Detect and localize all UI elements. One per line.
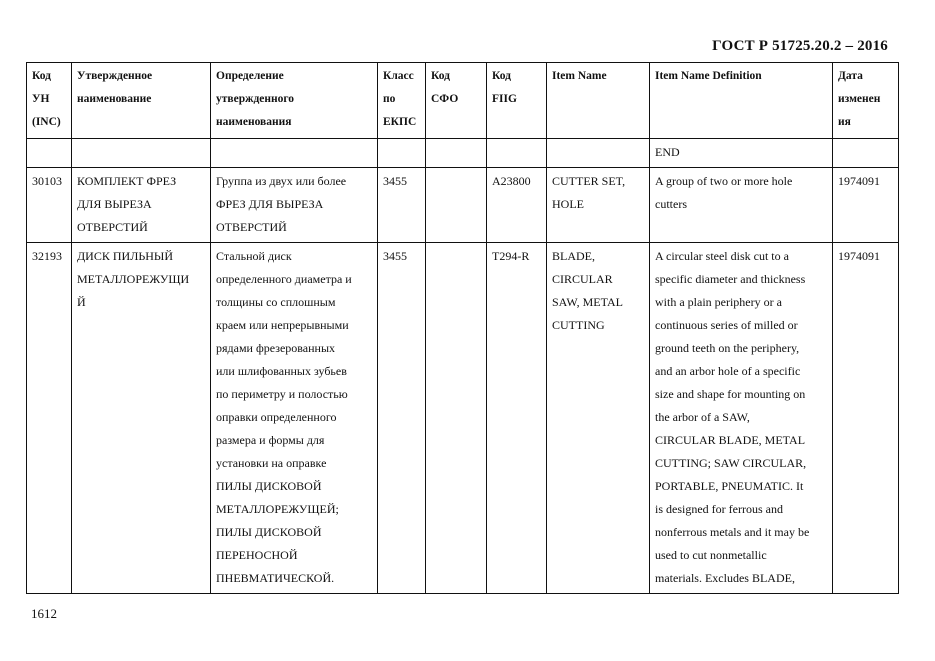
- table-row: [27, 168, 899, 243]
- ekps-class-cell: 3455: [378, 168, 426, 243]
- col-header-sfo-code: Код СФО: [426, 63, 487, 139]
- approved-name-cell: ДИСК ПИЛЬНЫЙ МЕТАЛЛОРЕЖУЩИ Й: [72, 243, 211, 594]
- header-row: [27, 63, 899, 139]
- definition-cell: Стальной диск определенного диаметра и толщины со сплошным краем или непрерывными рядами фрезерованных или шлифованных зубьев по периметру и полостью оправки определенного размера и формы для установки на оправке ПИЛЫ ДИСКОВОЙ МЕТАЛЛОРЕЖУЩЕЙ; ПИЛЫ ДИСКОВОЙ ПЕРЕНОСНОЙ ПНЕВМАТИЧЕСКОЙ.: [211, 243, 378, 594]
- col-header-approved-name: Утвержденное наименование: [72, 63, 211, 139]
- table-cell: [378, 139, 426, 168]
- table-row: [27, 243, 899, 594]
- col-header-item-name: Item Name: [547, 63, 650, 139]
- item-name-cell: CUTTER SET, HOLE: [547, 168, 650, 243]
- fiig-code-cell: A23800: [487, 168, 547, 243]
- table-cell: [426, 139, 487, 168]
- definition-cell: Группа из двух или более ФРЕЗ ДЛЯ ВЫРЕЗА ОТВЕРСТИЙ: [211, 168, 378, 243]
- col-header-change-date: Дата изменен ия: [833, 63, 899, 139]
- fiig-code-cell: T294-R: [487, 243, 547, 594]
- approved-name-cell: КОМПЛЕКТ ФРЕЗ ДЛЯ ВЫРЕЗА ОТВЕРСТИЙ: [72, 168, 211, 243]
- item-name-cell: BLADE, CIRCULAR SAW, METAL CUTTING: [547, 243, 650, 594]
- table-cell: END: [650, 139, 833, 168]
- table-cell: [487, 139, 547, 168]
- item-name-definition-cell: A circular steel disk cut to a specific diameter and thickness with a plain periphery or a continuous series of milled or ground teeth on the periphery, and an arbor hole of a specific size and shape for mounting on the arbor of a SAW, CIRCULAR BLADE, METAL CUTTING; SAW CIRCULAR, PORTABLE, PNEUMATIC. It is designed for ferrous and nonferrous metals and it may be used to cut nonmetallic materials. Excludes BLADE,: [650, 243, 833, 594]
- inc-cell: 32193: [27, 243, 72, 594]
- page-number: 1612: [31, 606, 57, 621]
- continuation-row: [27, 139, 899, 168]
- change-date-cell: 1974091: [833, 243, 899, 594]
- sfo-code-cell: [426, 243, 487, 594]
- col-header-inc: Код УН (INC): [27, 63, 72, 139]
- table-cell: [547, 139, 650, 168]
- col-header-ekps-class: Класс по ЕКПС: [378, 63, 426, 139]
- table-cell: [27, 139, 72, 168]
- table-cell: [211, 139, 378, 168]
- inc-cell: 30103: [27, 168, 72, 243]
- table-cell: [72, 139, 211, 168]
- item-name-definition-cell: A group of two or more hole cutters: [650, 168, 833, 243]
- catalog-table: [26, 62, 899, 594]
- change-date-cell: 1974091: [833, 168, 899, 243]
- table-cell: [833, 139, 899, 168]
- col-header-item-name-definition: Item Name Definition: [650, 63, 833, 139]
- col-header-fiig-code: Код FIIG: [487, 63, 547, 139]
- document-code: ГОСТ Р 51725.20.2 – 2016: [712, 38, 888, 54]
- ekps-class-cell: 3455: [378, 243, 426, 594]
- col-header-definition: Определение утвержденного наименования: [211, 63, 378, 139]
- sfo-code-cell: [426, 168, 487, 243]
